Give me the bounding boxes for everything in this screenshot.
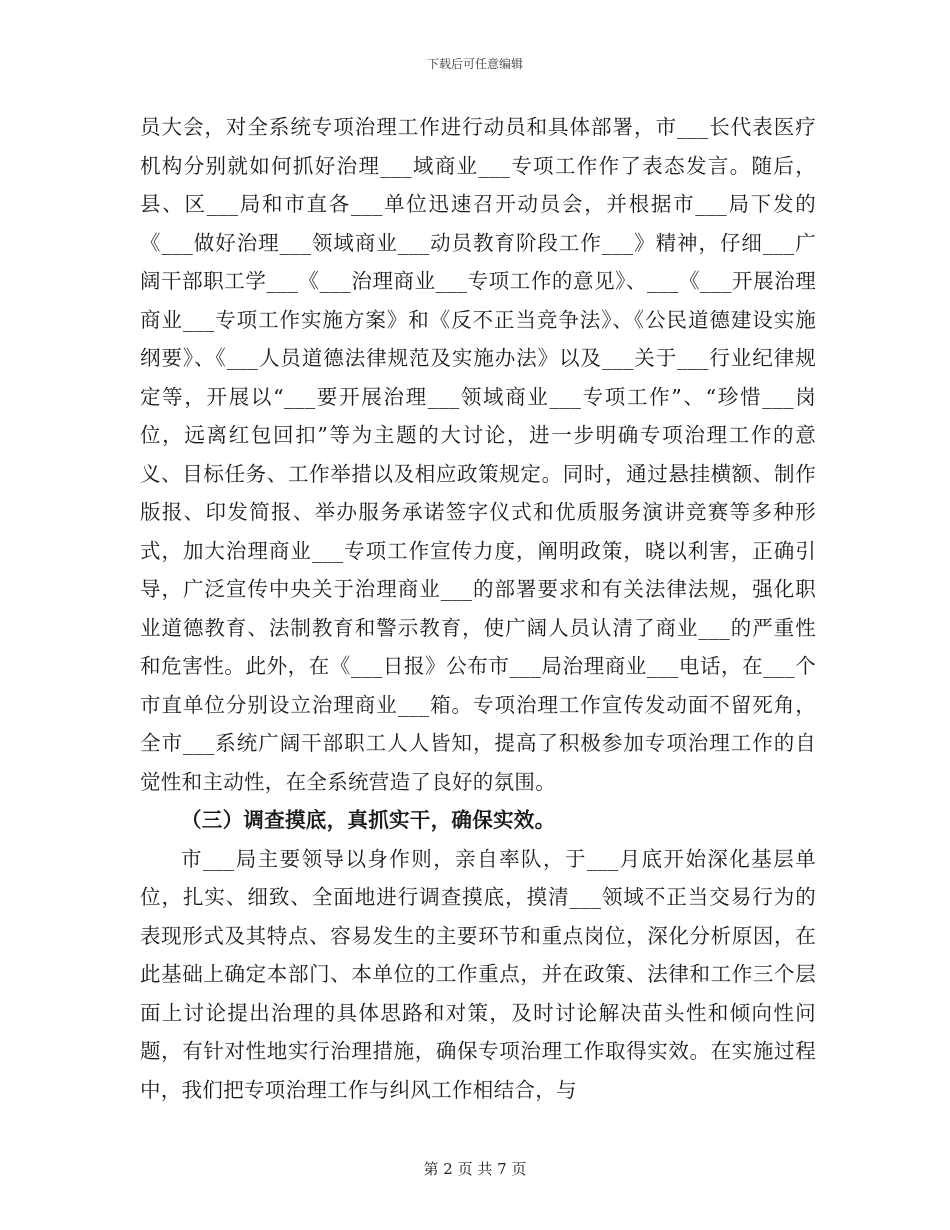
- document-body: [140, 108, 816, 1109]
- page-number: 第 2 页 共 7 页: [423, 1160, 527, 1178]
- body-paragraph: 市___局主要领导以身作则，亲自率队，于___月底开始深化基层单位，扎实、细致、全面地进行调查摸底，摸清___领域不正当交易行为的表现形式及其特点、容易发生的主要环节和重点岗位，深化分析原因，在此基础上确定本部门、本单位的工作重点，并在政策、法律和工作三个层面上讨论提出治理的具体思路和对策，及时讨论解决苗头性和倾向性问题，有针对性地实行治理措施，确保专项治理工作取得实效。在实施过程中，我们把专项治理工作与纠风工作相结合，与: [140, 846, 816, 1102]
- page-header-note: 下载后可任意编辑: [426, 57, 523, 71]
- body-paragraph-continued: 员大会，对全系统专项治理工作进行动员和具体部署，市___长代表医疗机构分别就如何抓好治理___域商业___专项工作作了表态发言。随后，县、区___局和市直各___单位迅速召开动员会，并根据市___局下发的《___做好治理___领域商业___动员教育阶段工作___》精神，仔细___广阔干部职工学___《___治理商业___专项工作的意见》、___《___开展治理商业___专项工作实施方案》和《反不正当竞争法》、《公民道德建设实施纲要》、《___人员道德法律规范及实施办法》以及___关于___行业纪律规定等，开展以“___要开展治理___领域商业___专项工作”、“珍惜___岗位，远离红包回扣”等为主题的大讨论，进一步明确专项治理工作的意义、目标任务、工作举措以及相应政策规定。同时，通过悬挂横额、制作版报、印发简报、举办服务承诺签字仪式和优质服务演讲竞赛等多种形式，加大治理商业___专项工作宣传力度，阐明政策，晓以利害，正确引导，广泛宣传中央关于治理商业___的部署要求和有关法律法规，强化职业道德教育、法制教育和警示教育，使广阔人员认清了商业___的严重性和危害性。此外，在《___日报》公布市___局治理商业___电话，在___个市直单位分别设立治理商业___箱。专项治理工作宣传发动面不留死角，全市___系统广阔干部职工人人皆知，提高了积极参加专项治理工作的自觉性和主动性，在全系统营造了良好的氛围。: [140, 115, 816, 794]
- section-heading: （三）调查摸底，真抓实干，确保实效。: [181, 808, 556, 832]
